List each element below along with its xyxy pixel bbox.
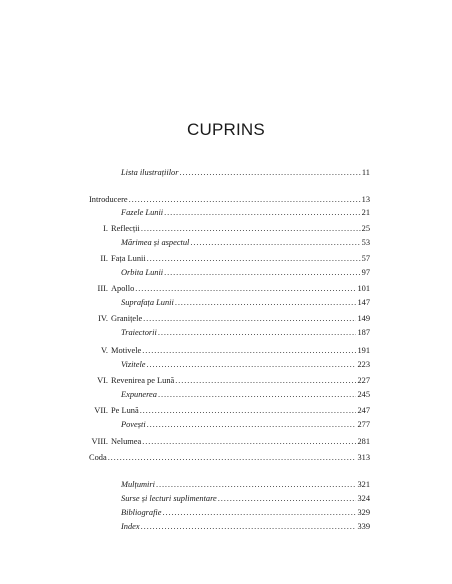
toc-entry-label: Granițele [111,314,143,323]
leader-dots [175,297,357,309]
toc-entry-bibliografie [121,507,370,519]
toc-entry-surse-si-lecturi [121,493,370,505]
toc-entry-index [121,521,370,533]
toc-entry-multumiri [121,479,370,491]
toc-entry-page: 247 [357,406,370,415]
toc-entry-label: Mulțumiri [121,480,155,489]
chapter-number: II. [100,254,108,263]
toc-entry-nelumea [89,436,370,448]
toc-entry-label: Bibliografie [121,508,162,517]
toc-entry-page: 191 [357,346,370,355]
toc-entry-label: Nelumea [111,437,142,446]
toc-entry-label: Mărimea și aspectul [121,238,190,247]
leader-dots [164,207,361,219]
toc-entry-label: Povești [121,420,146,429]
chapter-number: VIII. [91,437,108,446]
leader-dots [147,419,357,431]
toc-entry-page: 329 [357,508,370,517]
chapter-number: VII. [94,406,108,415]
leader-dots [156,479,356,491]
toc-entry-traiectorii [121,327,370,339]
leader-dots [147,253,361,265]
leader-dots [175,375,356,387]
toc-entry-page: 97 [361,268,370,277]
toc-entry-label: Motivele [111,346,142,355]
toc-entry-label: Pe Lună [111,406,139,415]
toc-entry-label: Fazele Lunii [121,208,164,217]
toc-entry-lista-ilustratiilor [121,167,370,179]
toc-entry-expunerea [121,389,370,401]
toc-entry-orbita-lunii [121,267,370,279]
toc-entry-label: Revenirea pe Lună [111,376,175,385]
toc-entry-page: 25 [361,224,370,233]
toc-entry-fata-lunii [89,253,370,265]
leader-dots [179,167,360,179]
toc-entry-suprafata-lunii [121,297,370,309]
toc-entry-page: 149 [357,314,370,323]
chapter-number: I. [103,224,108,233]
toc-entry-page: 13 [361,195,370,204]
leader-dots [158,327,357,339]
toc-entry-page: 223 [357,360,370,369]
toc-entry-label: Traiectorii [121,328,157,337]
toc-entry-label: Introducere [89,195,128,204]
toc-entry-label: Surse și lecturi suplimentare [121,494,217,503]
chapter-number: V. [100,346,108,355]
toc-entry-page: 101 [357,284,370,293]
leader-dots [190,237,360,249]
toc-entry-page: 277 [357,420,370,429]
toc-entry-coda [89,452,370,464]
toc-entry-label: Coda [89,453,107,462]
leader-dots [108,452,357,464]
toc-entry-page: 21 [361,208,370,217]
toc-entry-page: 339 [357,522,370,531]
leader-dots [141,521,357,533]
chapter-number: III. [97,284,108,293]
toc-entry-reflectii [89,223,370,235]
toc-entry-pe-luna [89,405,370,417]
toc-entry-label: Fața Lunii [111,254,146,263]
leader-dots [142,436,356,448]
leader-dots [218,493,357,505]
toc-entry-page: 324 [357,494,370,503]
leader-dots [135,283,356,295]
leader-dots [129,194,361,206]
toc-entry-revenirea-pe-luna [89,375,370,387]
toc-entry-label: Lista ilustrațiilor [121,168,179,177]
toc-entry-povesti [121,419,370,431]
toc-entry-page: 147 [357,298,370,307]
leader-dots [147,359,357,371]
page-title: CUPRINS [187,120,265,139]
toc-entry-fazele-lunii [121,207,370,219]
leader-dots [162,507,356,519]
leader-dots [158,389,356,401]
toc-entry-page: 57 [361,254,370,263]
toc-entry-page: 11 [361,168,370,177]
toc-entry-page: 227 [357,376,370,385]
leader-dots [142,345,356,357]
toc-entry-marimea-si-aspectul [121,237,370,249]
toc-entry-page: 53 [361,238,370,247]
toc-entry-apollo [89,283,370,295]
toc-entry-page: 245 [357,390,370,399]
toc-entry-label: Reflecții [111,224,140,233]
toc-entry-label: Vizitele [121,360,146,369]
toc-entry-page: 281 [357,437,370,446]
toc-entry-granitele [89,313,370,325]
toc-entry-label: Apollo [111,284,135,293]
leader-dots [140,405,357,417]
toc-entry-motivele [89,345,370,357]
toc-entry-label: Expunerea [121,390,157,399]
toc-entry-page: 313 [357,453,370,462]
toc-entry-introducere [89,194,370,206]
toc-entry-label: Suprafața Lunii [121,298,174,307]
chapter-number: IV. [98,314,108,323]
chapter-number: VI. [97,376,108,385]
toc-entry-page: 321 [357,480,370,489]
toc-entry-vizitele [121,359,370,371]
leader-dots [164,267,361,279]
toc-entry-label: Orbita Lunii [121,268,164,277]
toc-entry-page: 187 [357,328,370,337]
leader-dots [141,223,361,235]
toc-entry-label: Index [121,522,140,531]
leader-dots [143,313,356,325]
